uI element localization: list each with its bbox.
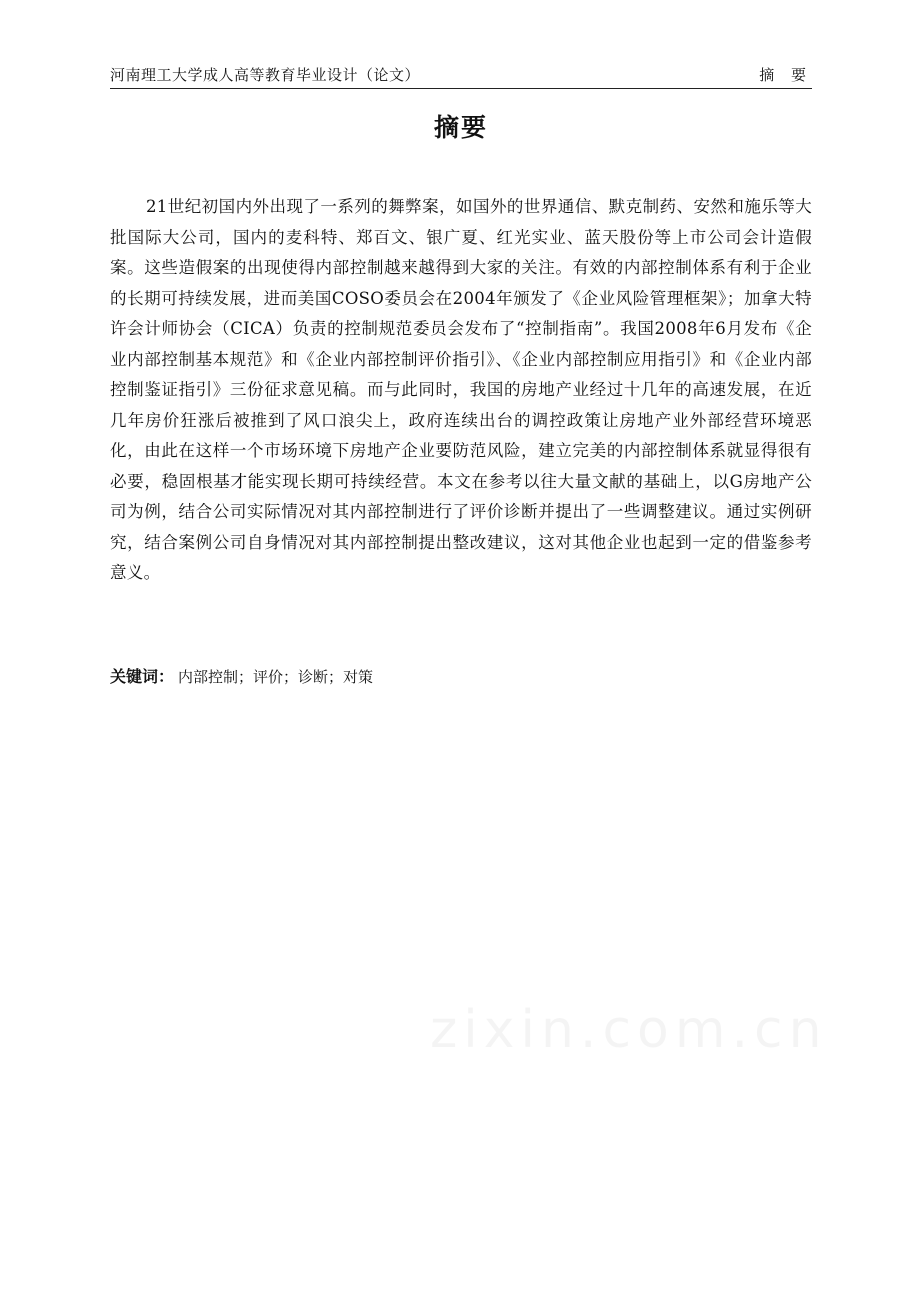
page-header — [110, 64, 812, 89]
page-title: 摘要 — [433, 113, 488, 142]
keywords-label: 关键词： — [110, 667, 175, 686]
header-institution: 河南理工大学成人高等教育毕业设计（论文） — [110, 66, 421, 84]
keywords-line — [110, 665, 812, 689]
abstract-paragraph: 21世纪初国内外出现了一系列的舞弊案，如国外的世界通信、默克制药、安然和施乐等大批国际大公司，国内的麦科特、郑百文、银广夏、红光实业、蓝天股份等上市公司会计造假案。这些造假案的出现使得内部控制越来越得到大家的关注。有效的内部控制体系有利于企业的长期可持续发展，进而美国COSO委员会在2004年颁发了《企业风险管理框架》；加拿大特许会计师协会（CICA）负责的控制规范委员会发布了“控制指南”。我国2008年6月发布《企业内部控制基本规范》和《企业内部控制评价指引》、《企业内部控制应用指引》和《企业内部控制鉴证指引》三份征求意见稿。而与此同时，我国的房地产业经过十几年的高速发展，在近几年房价狂涨后被推到了风口浪尖上，政府连续出台的调控政策让房地产业外部经营环境恶化，由此在这样一个市场环境下房地产企业要防范风险，建立完美的内部控制体系就显得很有必要，稳固根基才能实现长期可持续经营。本文在参考以往大量文献的基础上，以G房地产公司为例，结合公司实际情况对其内部控制进行了评价诊断并提出了一些调整建议。通过实例研究，结合案例公司自身情况对其内部控制提出整改建议，这对其他企业也起到一定的借鉴参考意义。 — [110, 197, 812, 582]
header-section: 摘 要 — [759, 66, 812, 84]
keywords-text: 内部控制；评价；诊断；对策 — [178, 668, 374, 686]
watermark — [430, 1000, 828, 1060]
